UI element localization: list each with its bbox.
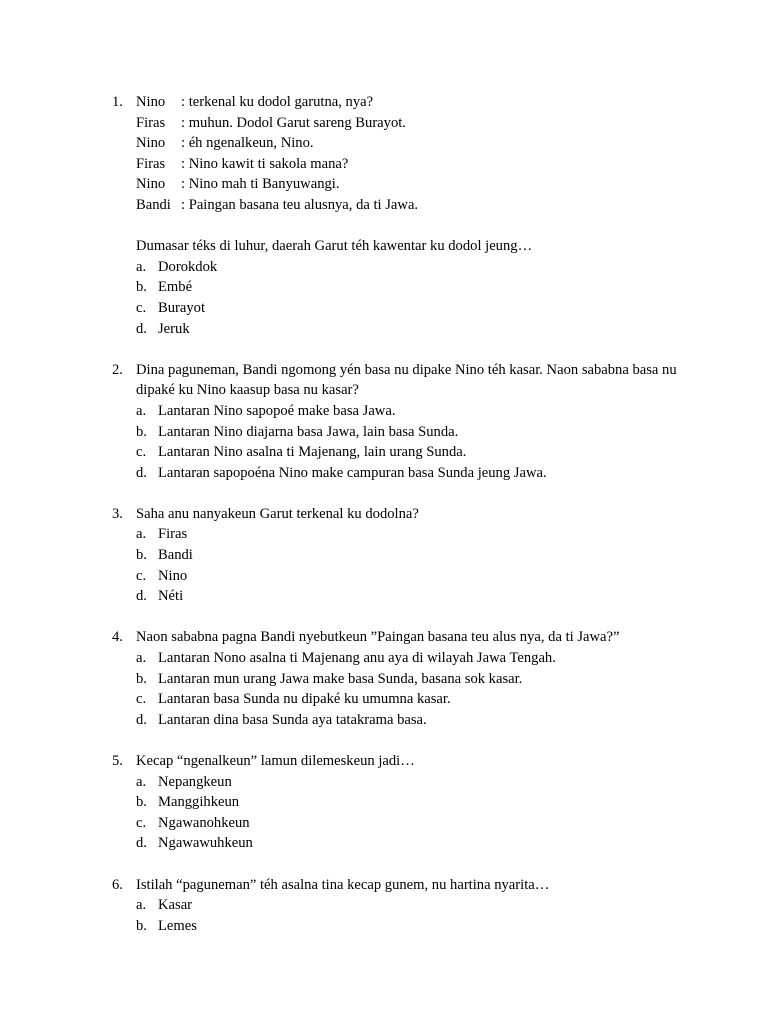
dialogue-line (136, 174, 712, 195)
option-text: Lantaran Nono asalna ti Majenang anu aya di wilayah Jawa Tengah. (158, 650, 556, 667)
dialogue-text: : Nino mah ti Banyuwangi. (181, 176, 340, 193)
question-prompt: Dumasar téks di luhur, daerah Garut téh kawentar ku dodol jeung… (136, 238, 533, 255)
dialogue-text: : éh ngenalkeun, Nino. (181, 135, 314, 152)
option-letter: a. (136, 526, 147, 543)
question-4 (112, 627, 712, 730)
option-a (136, 648, 712, 669)
question-number: 3. (112, 505, 123, 522)
option-a (136, 524, 712, 545)
option-list (136, 772, 712, 854)
option-c (136, 689, 712, 710)
option-b (136, 792, 712, 813)
option-d (136, 319, 712, 340)
option-b (136, 545, 712, 566)
option-d (136, 833, 712, 854)
option-letter: b. (136, 917, 147, 934)
speaker-name: Firas (136, 114, 166, 131)
option-list (136, 648, 712, 730)
question-list (112, 92, 712, 957)
dialogue-text: : terkenal ku dodol garutna, nya? (181, 94, 374, 110)
option-letter: c. (136, 444, 147, 461)
option-letter: d. (136, 588, 147, 605)
option-text: Dorokdok (158, 258, 218, 275)
option-text: Manggihkeun (158, 794, 240, 811)
dialogue-line (136, 113, 712, 134)
option-letter: b. (136, 279, 147, 296)
option-a (136, 257, 712, 278)
option-text: Néti (158, 588, 184, 605)
question-number: 5. (112, 753, 123, 769)
option-d (136, 586, 712, 607)
question-text: Saha anu nanyakeun Garut terkenal ku dodolna? (136, 505, 419, 522)
option-b (136, 422, 712, 443)
option-letter: a. (136, 258, 147, 275)
question-2 (112, 360, 712, 484)
option-c (136, 813, 712, 834)
option-text: Lantaran sapopoéna Nino make campuran basa Sunda jeung Jawa. (158, 464, 547, 481)
option-letter: b. (136, 794, 147, 811)
question-5 (112, 751, 712, 854)
option-letter: c. (136, 691, 147, 708)
question-number: 4. (112, 629, 123, 646)
option-text: Nino (158, 567, 188, 584)
option-d (136, 710, 712, 731)
question-text: Istilah “paguneman” téh asalna tina kecap gunem, nu hartina nyarita… (136, 876, 550, 893)
option-c (136, 298, 712, 319)
speaker-name: Nino (136, 176, 166, 193)
question-1 (112, 92, 712, 339)
option-text: Ngawanohkeun (158, 814, 250, 831)
option-d (136, 463, 712, 484)
option-b (136, 277, 712, 298)
option-text: Embé (158, 279, 193, 296)
option-b (136, 916, 712, 937)
question-text: Kecap “ngenalkeun” lamun dilemeskeun jadi… (136, 753, 415, 769)
question-3 (112, 504, 712, 607)
option-text: Lantaran Nino asalna ti Majenang, lain urang Sunda. (158, 444, 467, 461)
option-letter: d. (136, 835, 147, 852)
option-list (136, 524, 712, 606)
option-list (136, 895, 712, 936)
option-text: Jeruk (158, 320, 190, 337)
option-letter: c. (136, 299, 147, 316)
option-a (136, 895, 712, 916)
option-a (136, 401, 712, 422)
option-letter: d. (136, 464, 147, 481)
option-letter: c. (136, 567, 147, 584)
dialogue (136, 92, 712, 216)
option-b (136, 669, 712, 690)
dialogue-line (136, 154, 712, 175)
question-text: Dina paguneman, Bandi ngomong yén basa nu dipake Nino téh kasar. Naon sababna basa nu dipaké ku Nino kaasup basa nu kasar? (136, 361, 677, 399)
dialogue-line (136, 195, 712, 216)
option-list (136, 257, 712, 339)
option-letter: b. (136, 423, 147, 440)
option-letter: a. (136, 897, 147, 914)
option-text: Bandi (158, 547, 193, 564)
option-text: Lantaran dina basa Sunda aya tatakrama basa. (158, 711, 427, 728)
option-c (136, 566, 712, 587)
option-letter: a. (136, 402, 147, 419)
option-text: Firas (158, 526, 188, 543)
option-text: Lemes (158, 917, 197, 934)
dialogue-text: : Paingan basana teu alusnya, da ti Jawa. (181, 196, 419, 213)
speaker-name: Bandi (136, 196, 171, 213)
option-list (136, 401, 712, 483)
option-letter: b. (136, 670, 147, 687)
question-number: 2. (112, 361, 123, 378)
option-letter: a. (136, 650, 147, 667)
dialogue-line (136, 133, 712, 154)
option-text: Nepangkeun (158, 773, 232, 790)
dialogue-text: : muhun. Dodol Garut sareng Burayot. (181, 114, 406, 131)
option-letter: b. (136, 547, 147, 564)
option-text: Lantaran basa Sunda nu dipaké ku umumna kasar. (158, 691, 451, 708)
option-letter: c. (136, 814, 147, 831)
option-text: Lantaran mun urang Jawa make basa Sunda, basana sok kasar. (158, 670, 523, 687)
option-text: Lantaran Nino sapopoé make basa Jawa. (158, 402, 396, 419)
option-letter: d. (136, 711, 147, 728)
question-number: 1. (112, 94, 123, 110)
option-text: Burayot (158, 299, 206, 316)
dialogue-text: : Nino kawit ti sakola mana? (181, 155, 349, 172)
question-number: 6. (112, 876, 123, 893)
speaker-name: Nino (136, 94, 166, 110)
option-c (136, 442, 712, 463)
dialogue-line (136, 92, 712, 113)
option-letter: a. (136, 773, 147, 790)
option-a (136, 772, 712, 793)
speaker-name: Firas (136, 155, 166, 172)
speaker-name: Nino (136, 135, 166, 152)
option-text: Kasar (158, 897, 193, 914)
option-letter: d. (136, 320, 147, 337)
option-text: Lantaran Nino diajarna basa Jawa, lain basa Sunda. (158, 423, 459, 440)
question-6 (112, 875, 712, 937)
question-text: Naon sababna pagna Bandi nyebutkeun ”Paingan basana teu alus nya, da ti Jawa?” (136, 629, 620, 646)
option-text: Ngawawuhkeun (158, 835, 253, 852)
